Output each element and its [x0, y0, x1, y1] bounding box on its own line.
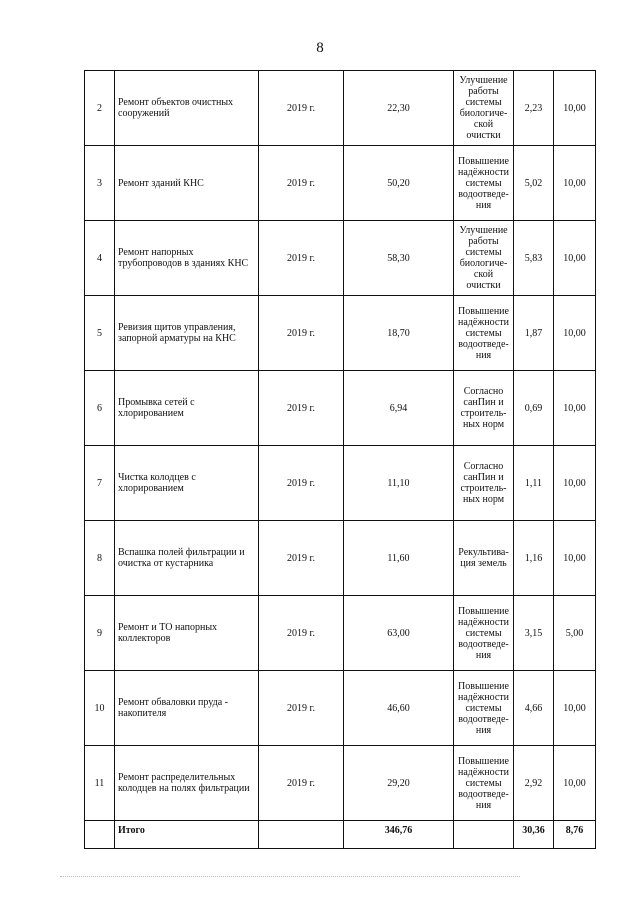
work-year: 2019 г.: [259, 596, 344, 671]
work-value-1: 2,92: [514, 746, 554, 821]
table-row: [85, 671, 596, 746]
total-value-1: 30,36: [514, 821, 554, 849]
table-row: [85, 221, 596, 296]
work-year: 2019 г.: [259, 671, 344, 746]
work-name: Промывка сетей с хлорированием: [115, 371, 259, 446]
work-cost: 50,20: [344, 146, 454, 221]
work-cost: 11,60: [344, 521, 454, 596]
row-number: 6: [85, 371, 115, 446]
work-value-1: 0,69: [514, 371, 554, 446]
work-name: Вспашка полей фильтрации и очистка от кустарника: [115, 521, 259, 596]
work-value-1: 1,11: [514, 446, 554, 521]
work-name: Ремонт и ТО напорных коллекторов: [115, 596, 259, 671]
work-year: 2019 г.: [259, 296, 344, 371]
work-name: Ремонт распределительных колодцев на полях фильтрации: [115, 746, 259, 821]
work-year: 2019 г.: [259, 371, 344, 446]
work-value-1: 3,15: [514, 596, 554, 671]
work-cost: 63,00: [344, 596, 454, 671]
total-label: Итого: [115, 821, 259, 849]
work-cost: 18,70: [344, 296, 454, 371]
work-name: Ремонт объектов очистных сооружений: [115, 71, 259, 146]
row-number: 10: [85, 671, 115, 746]
row-number: 9: [85, 596, 115, 671]
row-number: 4: [85, 221, 115, 296]
table-row: [85, 71, 596, 146]
work-purpose: Согласно санПин и строитель-ных норм: [454, 446, 514, 521]
row-number: 11: [85, 746, 115, 821]
work-value-2: 10,00: [554, 746, 596, 821]
work-year: 2019 г.: [259, 521, 344, 596]
work-cost: 58,30: [344, 221, 454, 296]
work-year: 2019 г.: [259, 146, 344, 221]
work-value-1: 1,87: [514, 296, 554, 371]
work-name: Ремонт зданий КНС: [115, 146, 259, 221]
scan-artifact-line: [60, 876, 520, 879]
work-value-1: 2,23: [514, 71, 554, 146]
total-year-cell: [259, 821, 344, 849]
row-number: 8: [85, 521, 115, 596]
total-num-cell: [85, 821, 115, 849]
work-value-1: 5,83: [514, 221, 554, 296]
table-row: [85, 521, 596, 596]
table-row: [85, 371, 596, 446]
table-row: [85, 146, 596, 221]
work-year: 2019 г.: [259, 221, 344, 296]
row-number: 3: [85, 146, 115, 221]
table-row: [85, 596, 596, 671]
work-cost: 29,20: [344, 746, 454, 821]
total-cost: 346,76: [344, 821, 454, 849]
works-table: [84, 70, 596, 849]
work-value-2: 10,00: [554, 146, 596, 221]
work-value-2: 10,00: [554, 71, 596, 146]
work-value-2: 10,00: [554, 371, 596, 446]
work-cost: 11,10: [344, 446, 454, 521]
table-row: [85, 746, 596, 821]
work-name: Ревизия щитов управления, запорной арматуры на КНС: [115, 296, 259, 371]
work-purpose: Улучшение работы системы биологиче-ской очистки: [454, 221, 514, 296]
work-value-2: 10,00: [554, 446, 596, 521]
table-row: [85, 446, 596, 521]
work-value-2: 10,00: [554, 671, 596, 746]
work-value-2: 10,00: [554, 221, 596, 296]
work-purpose: Рекультива-ция земель: [454, 521, 514, 596]
row-number: 7: [85, 446, 115, 521]
total-row: [85, 821, 596, 849]
work-purpose: Повышение надёжности системы водоотведе-ния: [454, 146, 514, 221]
work-value-1: 1,16: [514, 521, 554, 596]
work-purpose: Повышение надёжности системы водоотведе-ния: [454, 746, 514, 821]
row-number: 5: [85, 296, 115, 371]
work-year: 2019 г.: [259, 71, 344, 146]
row-number: 2: [85, 71, 115, 146]
work-value-2: 10,00: [554, 521, 596, 596]
work-purpose: Повышение надёжности системы водоотведе-ния: [454, 296, 514, 371]
work-purpose: Согласно санПин и строитель-ных норм: [454, 371, 514, 446]
table-row: [85, 296, 596, 371]
work-purpose: Улучшение работы системы биологиче-ской очистки: [454, 71, 514, 146]
work-name: Ремонт напорных трубопроводов в зданиях КНС: [115, 221, 259, 296]
work-value-2: 5,00: [554, 596, 596, 671]
work-name: Чистка колодцев с хлорированием: [115, 446, 259, 521]
work-value-1: 5,02: [514, 146, 554, 221]
total-value-2: 8,76: [554, 821, 596, 849]
page-number: 8: [316, 40, 324, 56]
total-purpose-cell: [454, 821, 514, 849]
work-year: 2019 г.: [259, 446, 344, 521]
work-value-2: 10,00: [554, 296, 596, 371]
work-value-1: 4,66: [514, 671, 554, 746]
work-name: Ремонт обваловки пруда - накопителя: [115, 671, 259, 746]
work-cost: 46,60: [344, 671, 454, 746]
work-purpose: Повышение надёжности системы водоотведе-ния: [454, 671, 514, 746]
work-year: 2019 г.: [259, 746, 344, 821]
work-purpose: Повышение надёжности системы водоотведе-ния: [454, 596, 514, 671]
work-cost: 6,94: [344, 371, 454, 446]
work-cost: 22,30: [344, 71, 454, 146]
table-body: [85, 71, 596, 821]
